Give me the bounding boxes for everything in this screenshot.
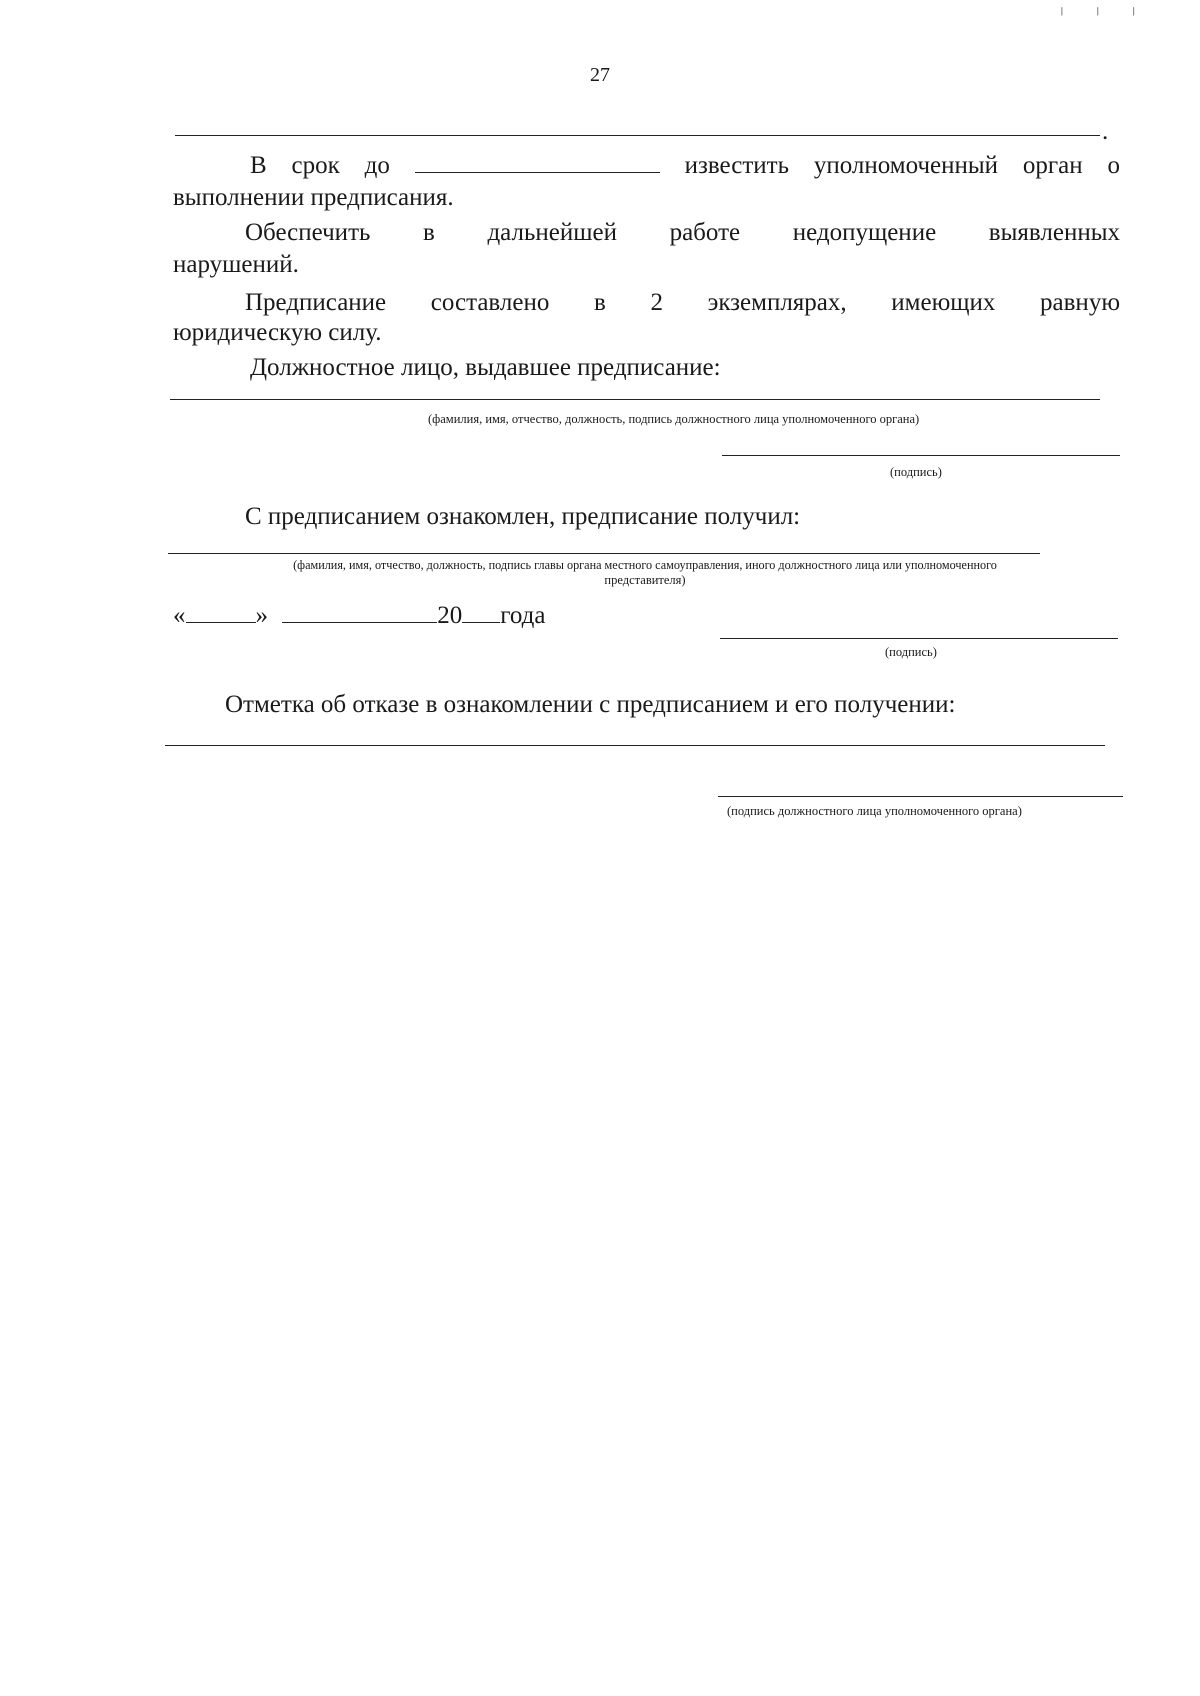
scan-corner-marks: ╷ ╷ ╷: [1057, 1, 1150, 16]
acknowledged-label: С предписанием ознакомлен, предписание получил:: [245, 503, 801, 530]
official-name-line[interactable]: [170, 399, 1100, 400]
date-field-row: [173, 600, 545, 631]
continuation-line: [175, 135, 1100, 136]
copies-line-1: Предписание составлено в 2 экземплярах, имеющих равную: [245, 289, 1120, 316]
page-number: 27: [590, 64, 610, 86]
official-label: Должностное лицо, выдавшее предписание:: [250, 354, 721, 381]
acknowledged-signature-caption: (подпись): [885, 645, 937, 659]
ensure-line-2: нарушений.: [173, 251, 299, 278]
acknowledged-caption-line-2: представителя): [604, 573, 686, 587]
date-close-quote: »: [255, 602, 268, 629]
deadline-line: [170, 150, 1120, 181]
refusal-label: Отметка об отказе в ознакомлении с предписанием и его получении:: [225, 691, 956, 718]
acknowledged-name-line[interactable]: [168, 553, 1040, 554]
acknowledged-signature-line[interactable]: [720, 638, 1118, 639]
acknowledged-caption: [165, 558, 1125, 588]
deadline-prefix: В срок до: [250, 152, 390, 179]
refusal-signature-caption: (подпись должностного лица уполномоченного органа): [727, 804, 1022, 818]
deadline-date-field[interactable]: [415, 150, 660, 173]
continuation-line-dot: .: [1102, 118, 1109, 145]
ensure-line-1: Обеспечить в дальнейшей работе недопущение выявленных: [245, 219, 1120, 246]
date-year-suffix: года: [500, 602, 546, 629]
deadline-suffix: известить уполномоченный орган о: [684, 152, 1121, 179]
official-signature-line[interactable]: [722, 455, 1120, 456]
date-day-field[interactable]: [186, 600, 256, 623]
deadline-continuation: выполнении предписания.: [173, 184, 454, 211]
date-open-quote: «: [173, 602, 186, 629]
date-year-field[interactable]: [462, 600, 500, 623]
refusal-note-line[interactable]: [165, 745, 1105, 746]
date-month-field[interactable]: [282, 600, 437, 623]
refusal-signature-line[interactable]: [718, 796, 1123, 797]
official-caption: (фамилия, имя, отчество, должность, подпись должностного лица уполномоченного органа): [428, 412, 920, 426]
acknowledged-caption-line-1: (фамилия, имя, отчество, должность, подпись главы органа местного самоуправления, иного должностного лица или уполномоченного: [293, 558, 997, 572]
date-year-prefix: 20: [437, 602, 463, 629]
copies-line-2: юридическую силу.: [173, 319, 382, 346]
official-signature-caption: (подпись): [890, 465, 942, 479]
